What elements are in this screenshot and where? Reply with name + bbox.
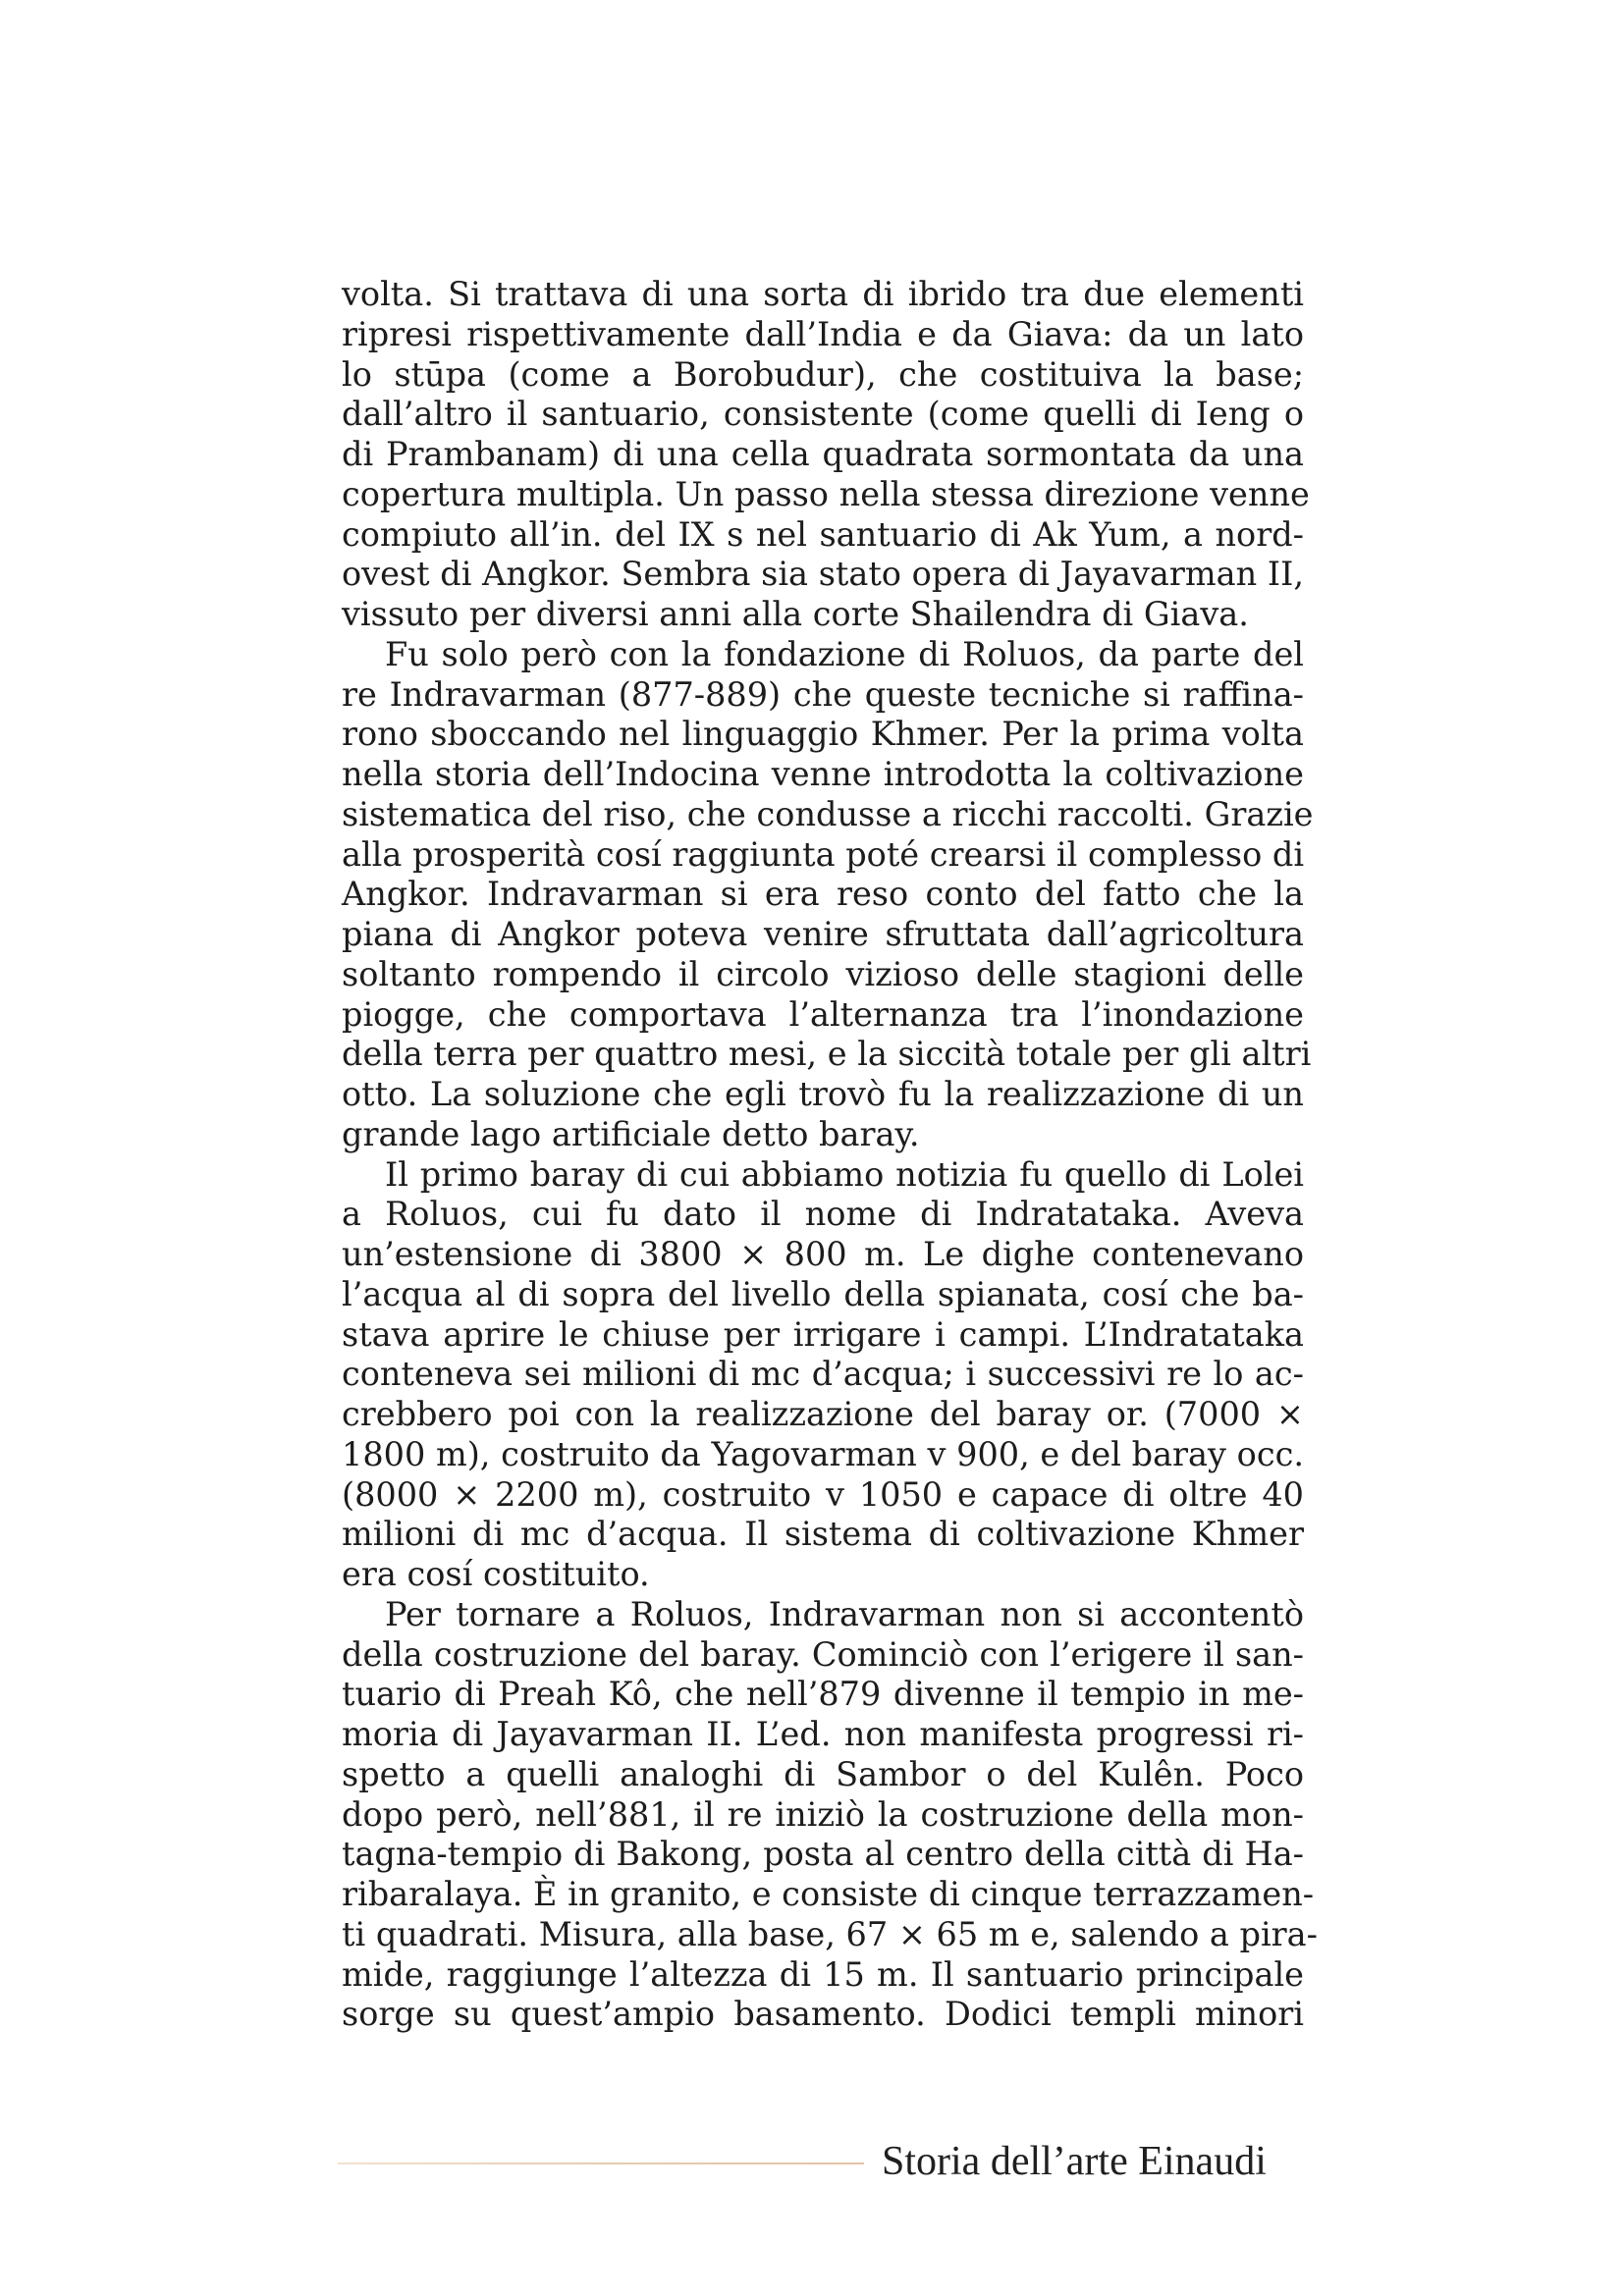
- text-line: alla prosperità cosí raggiunta poté crearsi il complesso di: [342, 834, 1305, 874]
- text-line: re Indravarman (877-889) che queste tecniche si raffina-: [342, 674, 1304, 714]
- text-line: ripresi rispettivamente dall’India e da Giava: da un lato: [342, 314, 1304, 353]
- text-line: sorge su quest’ampio basamento. Dodici templi minori: [342, 1995, 1304, 2034]
- text-line: a Roluos, cui fu dato il nome di Indratataka. Aveva: [342, 1195, 1304, 1234]
- footer-divider: [338, 2163, 864, 2164]
- text-line: volta. Si trattava di una sorta di ibrido tra due elementi: [342, 275, 1304, 313]
- text-line: era cosí costituito.: [342, 1555, 650, 1593]
- text-line: dall’altro il santuario, consistente (come quelli di Ieng o: [342, 395, 1304, 434]
- text-line: grande lago artificiale detto baray.: [342, 1114, 920, 1153]
- text-line: compiuto all’in. del IX s nel santuario di Ak Yum, a nord-: [342, 514, 1304, 554]
- text-line: di Prambanam) di una cella quadrata sormontata da una: [342, 435, 1304, 473]
- text-line: conteneva sei milioni di mc d’acqua; i successivi re lo ac-: [342, 1355, 1304, 1394]
- text-line: moria di Jayavarman II. L’ed. non manifesta progressi ri-: [342, 1715, 1304, 1753]
- text-line: (8000 × 2200 m), costruito v 1050 e capace di oltre 40: [342, 1474, 1304, 1514]
- text-line: rono sboccando nel linguaggio Khmer. Per la prima volta: [342, 715, 1304, 754]
- text-line: piogge, che comportava l’alternanza tra l’inondazione: [342, 994, 1304, 1034]
- text-line: mide, raggiunge l’altezza di 15 m. Il santuario principale: [342, 1954, 1304, 1994]
- text-line: dopo però, nell’881, il re iniziò la costruzione della mon-: [342, 1794, 1304, 1834]
- text-line: crebbero poi con la realizzazione del baray or. (7000 ×: [342, 1395, 1304, 1433]
- text-line: nella storia dell’Indocina venne introdotta la coltivazione: [342, 755, 1304, 793]
- text-line: della terra per quattro mesi, e la siccità totale per gli altri: [342, 1035, 1312, 1074]
- text-line: stava aprire le chiuse per irrigare i campi. L’Indratataka: [342, 1314, 1304, 1354]
- footer-publication-title: Storia dell’arte Einaudi: [882, 2139, 1267, 2184]
- text-line: tagna-tempio di Bakong, posta al centro della città di Ha-: [342, 1835, 1304, 1874]
- paragraph-start-line: Per tornare a Roluos, Indravarman non si accontentò: [385, 1594, 1304, 1633]
- text-line: otto. La soluzione che egli trovò fu la realizzazione di un: [342, 1075, 1304, 1113]
- text-line: un’estensione di 3800 × 800 m. Le dighe contenevano: [342, 1235, 1304, 1273]
- text-line: ovest di Angkor. Sembra sia stato opera di Jayavarman II,: [342, 555, 1304, 594]
- body-text: [342, 275, 1318, 2035]
- text-line: copertura multipla. Un passo nella stessa direzione venne: [342, 474, 1310, 513]
- text-line: spetto a quelli analoghi di Sambor o del Kulên. Poco: [342, 1754, 1304, 1793]
- text-line: tuario di Preah Kô, che nell’879 divenne il tempio in me-: [342, 1675, 1304, 1714]
- text-line: vissuto per diversi anni alla corte Shailendra di Giava.: [342, 595, 1249, 633]
- paragraph-start-line: Fu solo però con la fondazione di Roluos, da parte del: [385, 634, 1304, 673]
- text-line: milioni di mc d’acqua. Il sistema di coltivazione Khmer: [342, 1515, 1304, 1554]
- text-line: soltanto rompendo il circolo vizioso delle stagioni delle: [342, 954, 1304, 993]
- text-line: ribaralaya. È in granito, e consiste di cinque terrazzamen-: [342, 1875, 1315, 1913]
- text-line: della costruzione del baray. Cominciò con l’erigere il san-: [342, 1634, 1304, 1674]
- text-line: l’acqua al di sopra del livello della spianata, cosí che ba-: [342, 1274, 1304, 1313]
- text-line: lo stūpa (come a Borobudur), che costituiva la base;: [342, 354, 1304, 394]
- text-line: piana di Angkor poteva venire sfruttata dall’agricoltura: [342, 915, 1304, 953]
- text-line: 1800 m), costruito da Yagovarman v 900, e del baray occ.: [342, 1434, 1304, 1473]
- text-line: Angkor. Indravarman si era reso conto del fatto che la: [342, 875, 1304, 914]
- text-line: sistematica del riso, che condusse a ricchi raccolti. Grazie: [342, 794, 1314, 833]
- text-line: ti quadrati. Misura, alla base, 67 × 65 m e, salendo a pira-: [342, 1914, 1318, 1953]
- paragraph-start-line: Il primo baray di cui abbiamo notizia fu quello di Lolei: [385, 1154, 1304, 1194]
